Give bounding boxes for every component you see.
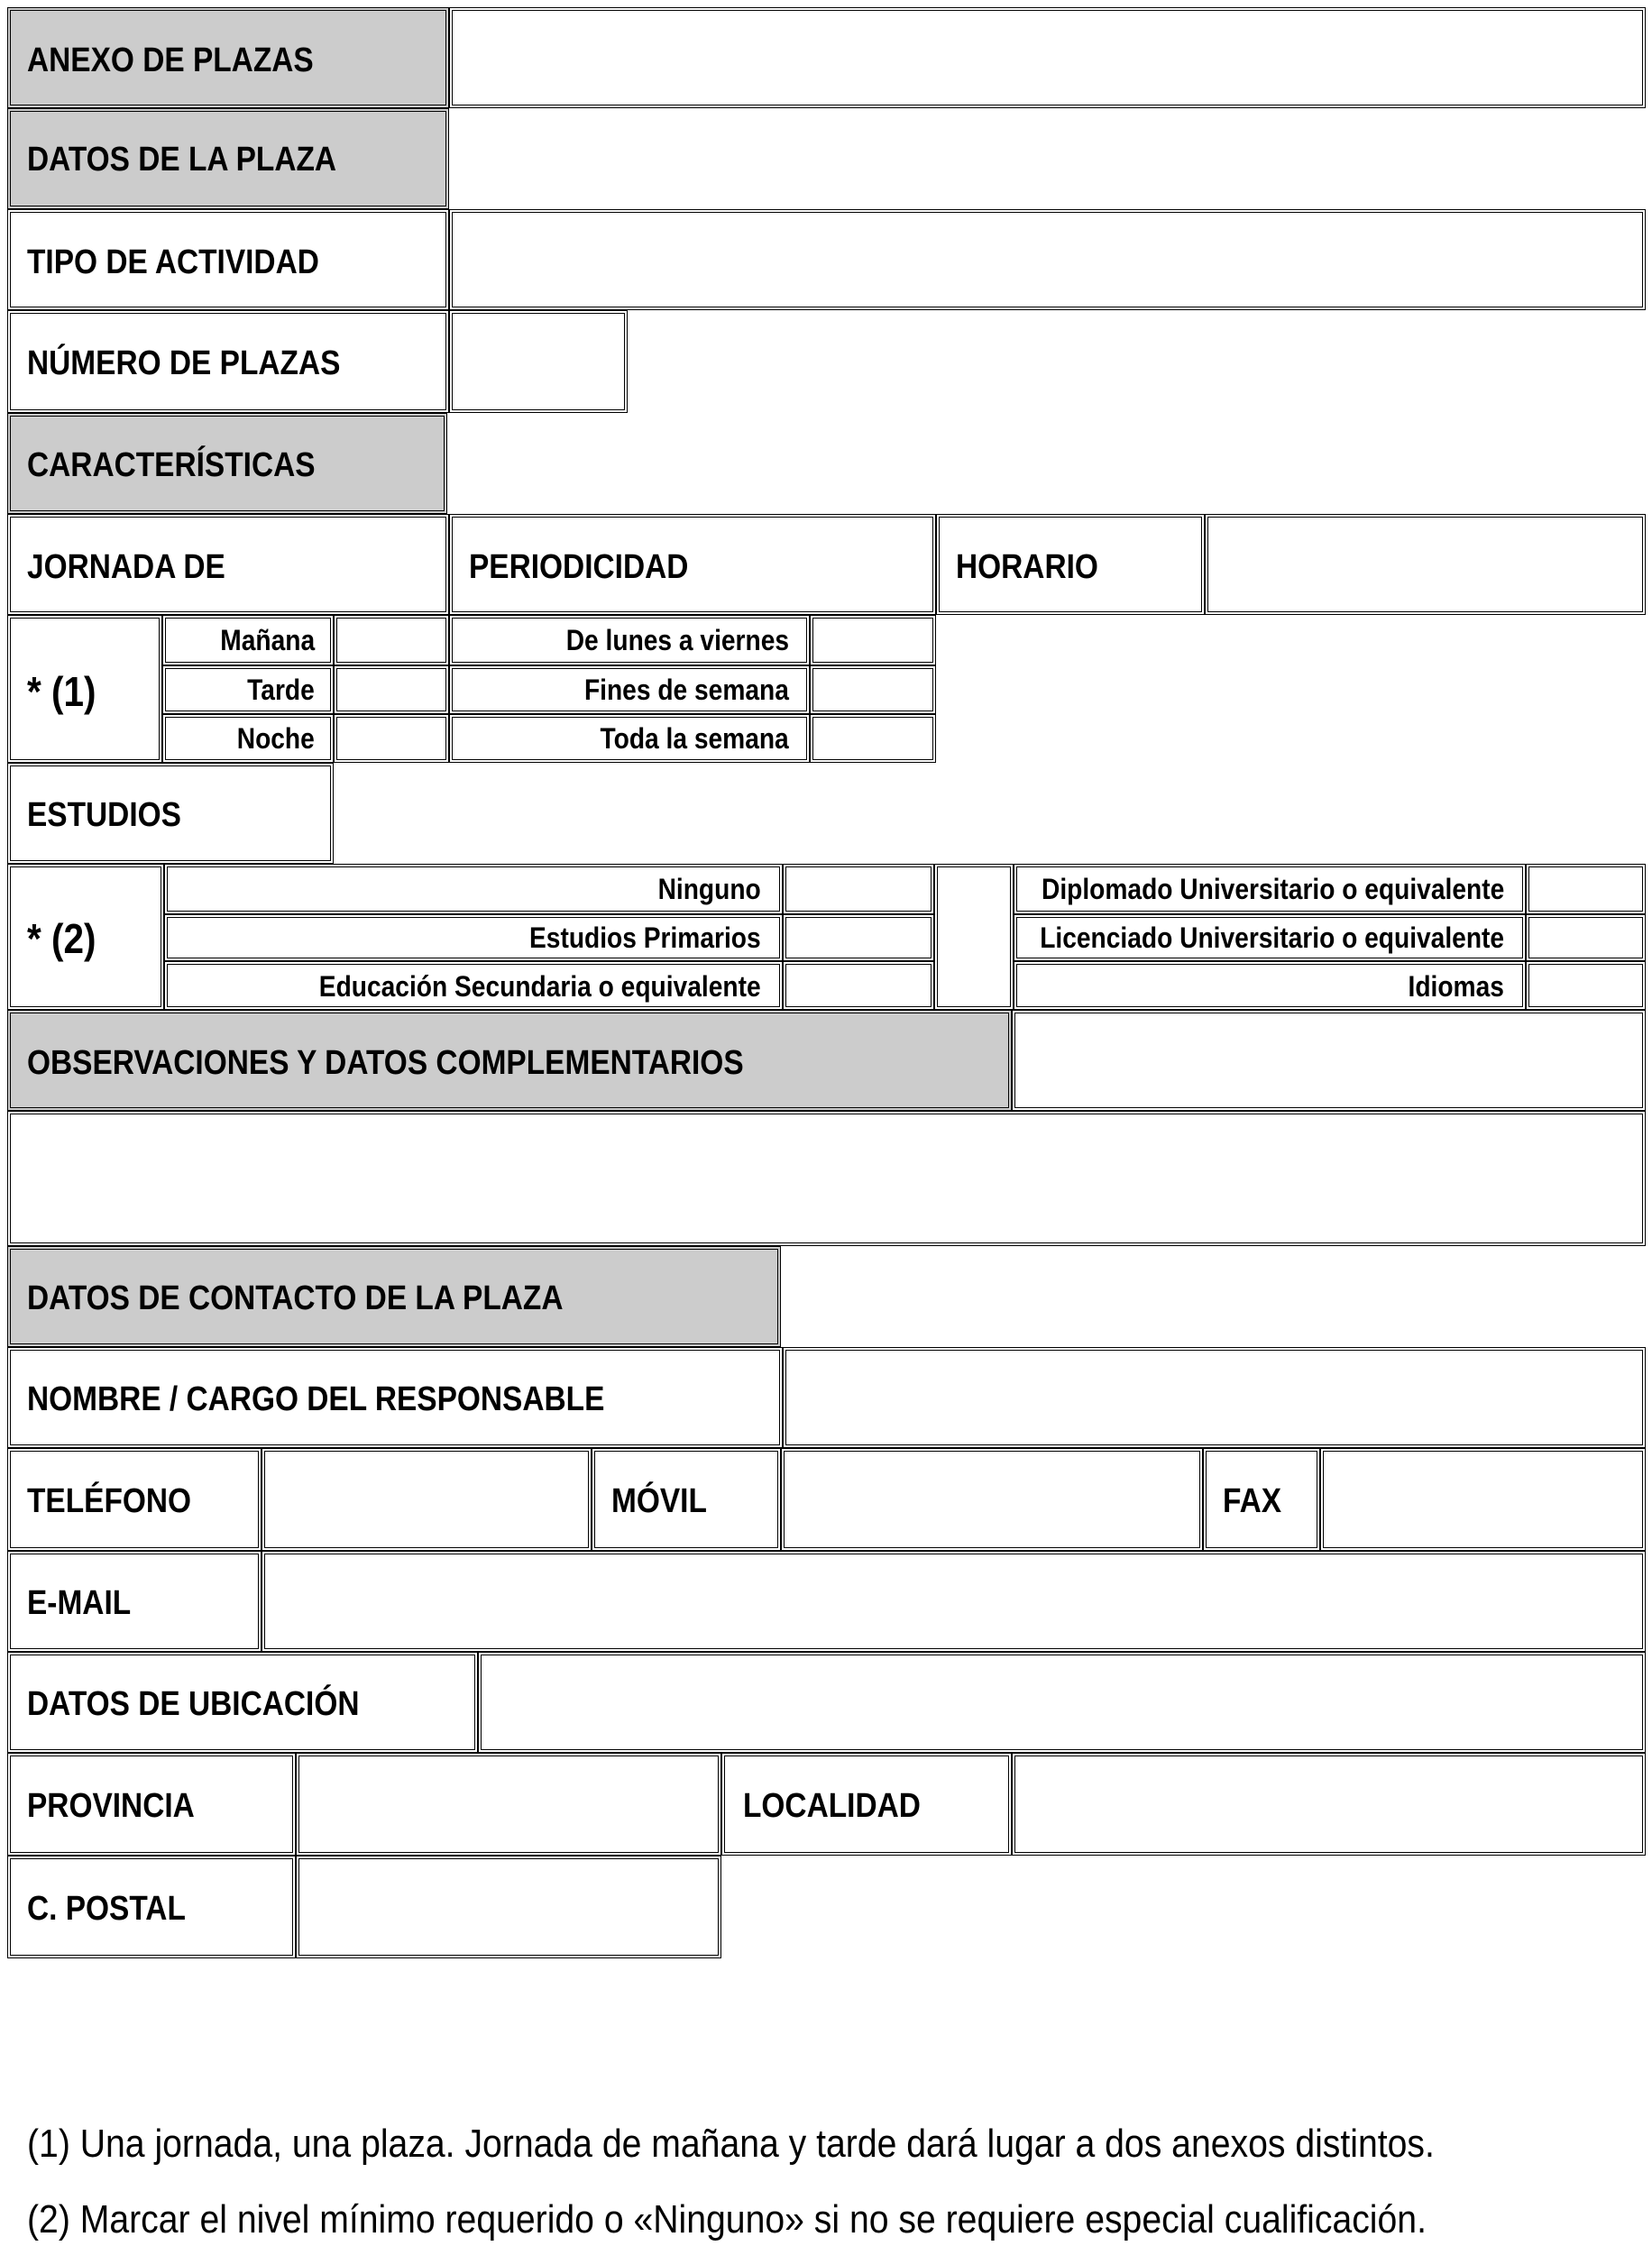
annex-title-label: ANEXO DE PLAZAS <box>27 41 314 79</box>
locality-field[interactable] <box>1012 1753 1646 1856</box>
periodicity-checkbox-weekends[interactable] <box>810 665 936 714</box>
studies-checkbox-secondary[interactable] <box>783 961 934 1010</box>
shift-label-night: Noche <box>236 722 315 755</box>
schedule-header-label: HORARIO <box>956 548 1098 586</box>
studies-checkbox-languages[interactable] <box>1526 961 1646 1010</box>
province-label: PROVINCIA <box>27 1787 195 1825</box>
schedule-field[interactable] <box>1205 514 1646 615</box>
periodicity-label-weekdays: De lunes a viernes <box>565 624 789 656</box>
num-places-label: NÚMERO DE PLAZAS <box>27 344 341 382</box>
studies-checkbox-degree[interactable] <box>1526 914 1646 961</box>
studies-label: ESTUDIOS <box>27 796 181 834</box>
studies-label-none: Ninguno <box>657 873 761 905</box>
studies-label-degree: Licenciado Universitario o equivalente <box>1040 921 1504 954</box>
activity-type-field[interactable] <box>449 209 1646 310</box>
characteristics-label: CARACTERÍSTICAS <box>27 446 316 484</box>
activity-type-label: TIPO DE ACTIVIDAD <box>27 243 319 281</box>
observations-label: OBSERVACIONES Y DATOS COMPLEMENTARIOS <box>27 1044 744 1082</box>
observations-header-spacer <box>1012 1010 1646 1111</box>
periodicity-label-all-week: Toda la semana <box>600 722 789 755</box>
email-field[interactable] <box>262 1551 1646 1652</box>
shift-checkbox-afternoon[interactable] <box>334 665 449 714</box>
shift-mark-label: * (1) <box>27 668 96 715</box>
mobile-field[interactable] <box>781 1448 1203 1551</box>
studies-label-diploma: Diplomado Universitario o equivalente <box>1041 873 1504 905</box>
periodicity-label-weekends: Fines de semana <box>584 674 789 706</box>
periodicity-header-label: PERIODICIDAD <box>469 548 689 586</box>
shift-label-morning: Mañana <box>220 624 315 656</box>
shift-header-label: JORNADA DE <box>27 548 225 586</box>
shift-checkbox-morning[interactable] <box>334 615 449 665</box>
responsible-label: NOMBRE / CARGO DEL RESPONSABLE <box>27 1380 605 1418</box>
phone-field[interactable] <box>262 1448 592 1551</box>
studies-label-secondary: Educación Secundaria o equivalente <box>319 970 761 1003</box>
province-field[interactable] <box>296 1753 721 1856</box>
location-section-field[interactable] <box>478 1652 1646 1753</box>
place-section-label: DATOS DE LA PLAZA <box>27 141 337 179</box>
shift-label-afternoon: Tarde <box>247 674 315 706</box>
footnote-2: (2) Marcar el nivel mínimo requerido o «Ninguno» si no se requiere especial cualificación. <box>27 2197 1427 2241</box>
postal-code-field[interactable] <box>296 1856 721 1958</box>
annex-title-value-field[interactable] <box>449 7 1646 108</box>
fax-field[interactable] <box>1320 1448 1646 1551</box>
num-places-field[interactable] <box>449 310 628 413</box>
phone-label: TELÉFONO <box>27 1482 192 1520</box>
periodicity-checkbox-all-week[interactable] <box>810 714 936 763</box>
studies-gap-cell <box>934 864 1014 1010</box>
studies-checkbox-primary[interactable] <box>783 914 934 961</box>
periodicity-checkbox-weekdays[interactable] <box>810 615 936 665</box>
shift-checkbox-night[interactable] <box>334 714 449 763</box>
responsible-field[interactable] <box>783 1347 1646 1448</box>
fax-label: FAX <box>1223 1482 1282 1520</box>
location-section-label: DATOS DE UBICACIÓN <box>27 1685 360 1723</box>
studies-mark-label: * (2) <box>27 915 96 962</box>
postal-code-label: C. POSTAL <box>27 1890 186 1928</box>
observations-field[interactable] <box>7 1111 1646 1246</box>
footnote-1: (1) Una jornada, una plaza. Jornada de mañana y tarde dará lugar a dos anexos distintos. <box>27 2122 1435 2166</box>
studies-checkbox-none[interactable] <box>783 864 934 914</box>
email-label: E-MAIL <box>27 1584 132 1622</box>
locality-label: LOCALIDAD <box>743 1787 921 1825</box>
studies-checkbox-diploma[interactable] <box>1526 864 1646 914</box>
studies-label-languages: Idiomas <box>1408 970 1504 1003</box>
place-section-spacer <box>449 108 1646 209</box>
contact-section-label: DATOS DE CONTACTO DE LA PLAZA <box>27 1279 564 1317</box>
studies-label-primary: Estudios Primarios <box>529 921 761 954</box>
mobile-label: MÓVIL <box>611 1482 707 1520</box>
